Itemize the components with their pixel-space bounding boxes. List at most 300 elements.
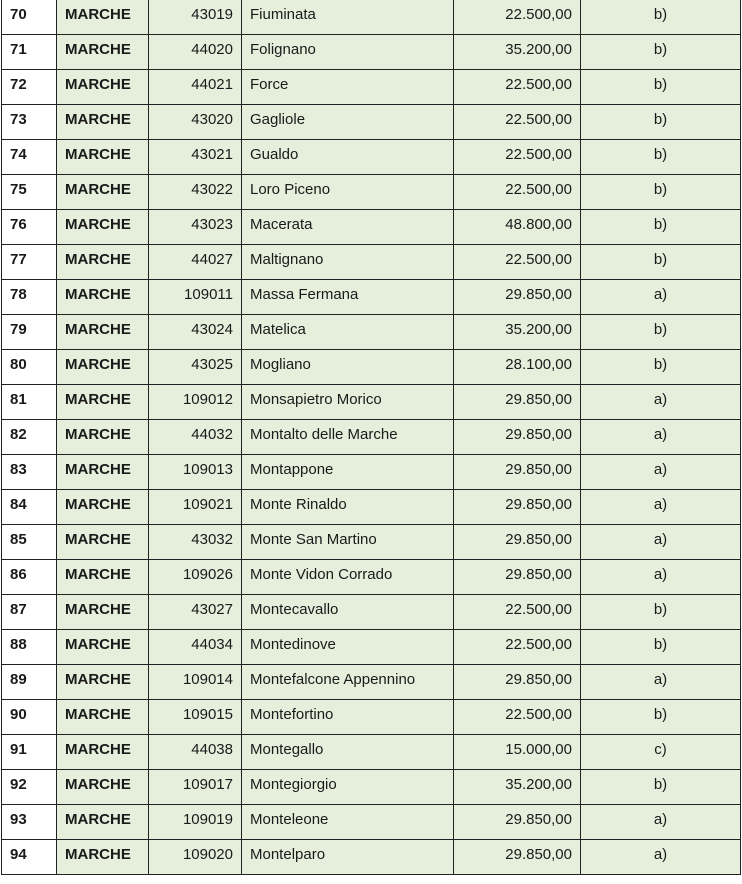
table-row xyxy=(2,490,741,525)
region-cell-text: MARCHE xyxy=(65,636,131,653)
code-cell-text: 109021 xyxy=(182,496,233,513)
category-cell xyxy=(581,560,741,595)
category-cell-text: b) xyxy=(653,321,668,338)
code-cell xyxy=(149,245,242,280)
amount-cell xyxy=(454,630,581,665)
row-number-text: 89 xyxy=(10,671,27,688)
municipality-name-cell-text: Montappone xyxy=(250,461,334,478)
amount-cell-text: 35.200,00 xyxy=(505,776,572,793)
code-cell-text: 43022 xyxy=(191,181,233,198)
table-row xyxy=(2,350,741,385)
amount-cell xyxy=(454,35,581,70)
municipality-name-cell-text: Maltignano xyxy=(250,251,324,268)
municipality-name-cell-text: Monte San Martino xyxy=(250,531,377,548)
code-cell-text: 109020 xyxy=(182,846,233,863)
code-cell xyxy=(149,630,242,665)
region-cell xyxy=(57,420,149,455)
municipality-name-cell-text: Montegiorgio xyxy=(250,776,337,793)
code-cell xyxy=(149,525,242,560)
municipality-name-cell-text: Gagliole xyxy=(250,111,306,128)
code-cell-text: 109011 xyxy=(184,286,233,303)
category-cell xyxy=(581,315,741,350)
row-number xyxy=(2,0,57,35)
municipality-name-cell-text: Gualdo xyxy=(250,146,299,163)
municipality-name-cell xyxy=(242,595,454,630)
row-number xyxy=(2,665,57,700)
category-cell xyxy=(581,70,741,105)
category-cell-text: a) xyxy=(653,391,668,408)
municipality-name-cell-text: Loro Piceno xyxy=(250,181,331,198)
amount-cell-text: 29.850,00 xyxy=(505,286,572,303)
region-cell xyxy=(57,665,149,700)
region-cell-text: MARCHE xyxy=(65,76,131,93)
amount-cell xyxy=(454,105,581,140)
amount-cell-text: 29.850,00 xyxy=(505,531,572,548)
amount-cell xyxy=(454,735,581,770)
table-row xyxy=(2,315,741,350)
amount-cell-text: 15.000,00 xyxy=(505,741,572,758)
table-row xyxy=(2,105,741,140)
category-cell-text: a) xyxy=(653,286,668,303)
municipality-name-cell xyxy=(242,560,454,595)
table-body xyxy=(2,0,741,875)
row-number-text: 90 xyxy=(10,706,27,723)
amount-cell xyxy=(454,175,581,210)
category-cell xyxy=(581,840,741,875)
table-row xyxy=(2,245,741,280)
table-row xyxy=(2,385,741,420)
region-cell-text: MARCHE xyxy=(65,391,131,408)
code-cell xyxy=(149,105,242,140)
region-cell-text: MARCHE xyxy=(65,41,131,58)
amount-cell-text: 22.500,00 xyxy=(505,111,572,128)
municipality-name-cell-text: Folignano xyxy=(250,41,316,58)
region-cell xyxy=(57,700,149,735)
code-cell xyxy=(149,175,242,210)
code-cell xyxy=(149,0,242,35)
code-cell-text: 44027 xyxy=(191,251,233,268)
table-row xyxy=(2,700,741,735)
code-cell xyxy=(149,595,242,630)
category-cell xyxy=(581,140,741,175)
category-cell-text: c) xyxy=(654,741,667,758)
region-cell-text: MARCHE xyxy=(65,496,131,513)
municipality-name-cell xyxy=(242,140,454,175)
row-number xyxy=(2,455,57,490)
code-cell xyxy=(149,315,242,350)
amount-cell-text: 22.500,00 xyxy=(505,706,572,723)
category-cell xyxy=(581,490,741,525)
code-cell xyxy=(149,735,242,770)
code-cell-text: 109026 xyxy=(182,566,233,583)
municipality-name-cell-text: Monte Vidon Corrado xyxy=(250,566,393,583)
municipality-name-cell xyxy=(242,245,454,280)
municipality-name-cell xyxy=(242,385,454,420)
row-number xyxy=(2,315,57,350)
amount-cell-text: 29.850,00 xyxy=(505,496,572,513)
code-cell-text: 43024 xyxy=(191,321,233,338)
municipality-name-cell xyxy=(242,735,454,770)
amount-cell-text: 22.500,00 xyxy=(505,636,572,653)
region-cell xyxy=(57,385,149,420)
table-row xyxy=(2,420,741,455)
amount-cell-text: 22.500,00 xyxy=(505,181,572,198)
municipality-name-cell-text: Montegallo xyxy=(250,741,324,758)
amount-cell xyxy=(454,280,581,315)
municipality-name-cell xyxy=(242,665,454,700)
row-number-text: 78 xyxy=(10,286,27,303)
row-number xyxy=(2,175,57,210)
code-cell-text: 43025 xyxy=(191,356,233,373)
municipality-name-cell xyxy=(242,280,454,315)
row-number-text: 75 xyxy=(10,181,27,198)
amount-cell-text: 29.850,00 xyxy=(505,391,572,408)
municipality-name-cell xyxy=(242,805,454,840)
row-number-text: 93 xyxy=(10,811,27,828)
municipality-name-cell xyxy=(242,315,454,350)
region-cell-text: MARCHE xyxy=(65,671,131,688)
code-cell-text: 44032 xyxy=(191,426,233,443)
region-cell-text: MARCHE xyxy=(65,426,131,443)
region-cell xyxy=(57,70,149,105)
amount-cell xyxy=(454,0,581,35)
municipality-name-cell xyxy=(242,35,454,70)
code-cell xyxy=(149,455,242,490)
amount-cell-text: 22.500,00 xyxy=(505,601,572,618)
row-number xyxy=(2,420,57,455)
region-cell xyxy=(57,805,149,840)
category-cell-text: b) xyxy=(653,41,668,58)
region-cell xyxy=(57,315,149,350)
region-cell-text: MARCHE xyxy=(65,741,131,758)
row-number-text: 77 xyxy=(10,251,27,268)
table-row xyxy=(2,175,741,210)
amount-cell-text: 29.850,00 xyxy=(505,461,572,478)
region-cell xyxy=(57,525,149,560)
category-cell-text: b) xyxy=(653,111,668,128)
category-cell-text: a) xyxy=(653,811,668,828)
category-cell xyxy=(581,630,741,665)
region-cell xyxy=(57,560,149,595)
municipality-name-cell xyxy=(242,455,454,490)
amount-cell-text: 22.500,00 xyxy=(505,251,572,268)
category-cell xyxy=(581,595,741,630)
category-cell xyxy=(581,770,741,805)
code-cell-text: 109013 xyxy=(182,461,233,478)
municipality-name-cell-text: Montecavallo xyxy=(250,601,339,618)
table-row xyxy=(2,665,741,700)
amount-cell xyxy=(454,455,581,490)
table-row xyxy=(2,140,741,175)
table-row xyxy=(2,840,741,875)
category-cell-text: a) xyxy=(653,496,668,513)
region-cell xyxy=(57,770,149,805)
category-cell xyxy=(581,385,741,420)
code-cell-text: 109015 xyxy=(182,706,233,723)
municipality-name-cell-text: Monte Rinaldo xyxy=(250,496,347,513)
municipality-name-cell-text: Macerata xyxy=(250,216,313,233)
region-cell-text: MARCHE xyxy=(65,321,131,338)
row-number-text: 76 xyxy=(10,216,27,233)
code-cell xyxy=(149,560,242,595)
category-cell-text: b) xyxy=(653,76,668,93)
amount-cell-text: 29.850,00 xyxy=(505,846,572,863)
municipality-name-cell xyxy=(242,210,454,245)
category-cell xyxy=(581,210,741,245)
row-number-text: 79 xyxy=(10,321,27,338)
code-cell-text: 43019 xyxy=(191,6,233,23)
municipality-name-cell-text: Montedinove xyxy=(250,636,336,653)
amount-cell xyxy=(454,770,581,805)
category-cell-text: b) xyxy=(653,6,668,23)
row-number xyxy=(2,525,57,560)
category-cell-text: a) xyxy=(653,566,668,583)
amount-cell-text: 48.800,00 xyxy=(505,216,572,233)
region-cell xyxy=(57,105,149,140)
row-number xyxy=(2,385,57,420)
municipality-name-cell xyxy=(242,420,454,455)
municipality-name-cell-text: Montalto delle Marche xyxy=(250,426,398,443)
row-number xyxy=(2,350,57,385)
table-row xyxy=(2,70,741,105)
row-number xyxy=(2,70,57,105)
amount-cell xyxy=(454,840,581,875)
row-number-text: 83 xyxy=(10,461,27,478)
amount-cell-text: 29.850,00 xyxy=(505,811,572,828)
row-number xyxy=(2,735,57,770)
code-cell xyxy=(149,490,242,525)
table-row xyxy=(2,770,741,805)
row-number-text: 86 xyxy=(10,566,27,583)
category-cell xyxy=(581,700,741,735)
municipality-name-cell-text: Massa Fermana xyxy=(250,286,359,303)
category-cell xyxy=(581,805,741,840)
row-number-text: 94 xyxy=(10,846,27,863)
row-number-text: 70 xyxy=(10,6,27,23)
table-row xyxy=(2,595,741,630)
region-cell xyxy=(57,350,149,385)
municipality-name-cell xyxy=(242,840,454,875)
region-cell-text: MARCHE xyxy=(65,216,131,233)
municipality-name-cell-text: Montefalcone Appennino xyxy=(250,671,416,688)
amount-cell xyxy=(454,665,581,700)
category-cell-text: b) xyxy=(653,776,668,793)
region-cell xyxy=(57,630,149,665)
region-cell xyxy=(57,595,149,630)
category-cell xyxy=(581,525,741,560)
row-number xyxy=(2,245,57,280)
code-cell xyxy=(149,805,242,840)
category-cell xyxy=(581,280,741,315)
code-cell-text: 109014 xyxy=(182,671,233,688)
table-row xyxy=(2,735,741,770)
region-cell xyxy=(57,175,149,210)
code-cell-text: 44034 xyxy=(191,636,233,653)
row-number-text: 85 xyxy=(10,531,27,548)
code-cell xyxy=(149,665,242,700)
municipality-name-cell xyxy=(242,70,454,105)
code-cell-text: 44038 xyxy=(191,741,233,758)
code-cell-text: 44021 xyxy=(191,76,233,93)
amount-cell-text: 35.200,00 xyxy=(505,41,572,58)
amount-cell-text: 22.500,00 xyxy=(505,76,572,93)
category-cell xyxy=(581,0,741,35)
municipality-name-cell xyxy=(242,700,454,735)
category-cell xyxy=(581,665,741,700)
municipality-name-cell xyxy=(242,175,454,210)
amount-cell xyxy=(454,595,581,630)
code-cell xyxy=(149,210,242,245)
region-cell-text: MARCHE xyxy=(65,566,131,583)
row-number-text: 91 xyxy=(10,741,27,758)
category-cell-text: b) xyxy=(653,706,668,723)
row-number xyxy=(2,630,57,665)
row-number-text: 74 xyxy=(10,146,27,163)
region-cell xyxy=(57,35,149,70)
row-number xyxy=(2,490,57,525)
region-cell xyxy=(57,0,149,35)
row-number-text: 84 xyxy=(10,496,27,513)
code-cell xyxy=(149,280,242,315)
category-cell-text: a) xyxy=(653,671,668,688)
category-cell-text: b) xyxy=(653,181,668,198)
region-cell-text: MARCHE xyxy=(65,6,131,23)
code-cell xyxy=(149,770,242,805)
municipality-name-cell xyxy=(242,770,454,805)
municipality-name-cell-text: Monteleone xyxy=(250,811,329,828)
row-number xyxy=(2,595,57,630)
category-cell-text: b) xyxy=(653,601,668,618)
code-cell-text: 109017 xyxy=(182,776,233,793)
code-cell xyxy=(149,35,242,70)
amount-cell xyxy=(454,315,581,350)
category-cell-text: b) xyxy=(653,216,668,233)
code-cell xyxy=(149,140,242,175)
row-number xyxy=(2,105,57,140)
row-number-text: 82 xyxy=(10,426,27,443)
row-number xyxy=(2,805,57,840)
amount-cell xyxy=(454,210,581,245)
table-row xyxy=(2,630,741,665)
municipality-name-cell-text: Fiuminata xyxy=(250,6,316,23)
row-number xyxy=(2,560,57,595)
municipality-name-cell xyxy=(242,350,454,385)
code-cell-text: 43023 xyxy=(191,216,233,233)
table-row xyxy=(2,0,741,35)
region-cell xyxy=(57,280,149,315)
category-cell xyxy=(581,735,741,770)
code-cell-text: 44020 xyxy=(191,41,233,58)
code-cell-text: 43027 xyxy=(191,601,233,618)
amount-cell xyxy=(454,420,581,455)
table-row xyxy=(2,280,741,315)
region-cell xyxy=(57,455,149,490)
code-cell xyxy=(149,840,242,875)
municipality-name-cell xyxy=(242,105,454,140)
category-cell xyxy=(581,35,741,70)
row-number xyxy=(2,35,57,70)
region-cell-text: MARCHE xyxy=(65,461,131,478)
region-cell-text: MARCHE xyxy=(65,111,131,128)
row-number-text: 88 xyxy=(10,636,27,653)
region-cell xyxy=(57,490,149,525)
category-cell xyxy=(581,175,741,210)
category-cell-text: b) xyxy=(653,636,668,653)
row-number xyxy=(2,280,57,315)
amount-cell xyxy=(454,385,581,420)
region-cell-text: MARCHE xyxy=(65,531,131,548)
table-row xyxy=(2,35,741,70)
code-cell-text: 43021 xyxy=(191,146,233,163)
row-number xyxy=(2,700,57,735)
region-cell xyxy=(57,840,149,875)
municipality-name-cell xyxy=(242,630,454,665)
region-cell xyxy=(57,210,149,245)
row-number-text: 81 xyxy=(10,391,27,408)
category-cell xyxy=(581,420,741,455)
row-number xyxy=(2,140,57,175)
amount-cell-text: 29.850,00 xyxy=(505,671,572,688)
municipality-name-cell-text: Montefortino xyxy=(250,706,334,723)
category-cell-text: b) xyxy=(653,146,668,163)
category-cell xyxy=(581,245,741,280)
code-cell-text: 109012 xyxy=(182,391,233,408)
amount-cell-text: 28.100,00 xyxy=(505,356,572,373)
category-cell-text: b) xyxy=(653,251,668,268)
amount-cell-text: 29.850,00 xyxy=(505,566,572,583)
region-cell-text: MARCHE xyxy=(65,286,131,303)
municipality-name-cell-text: Monsapietro Morico xyxy=(250,391,382,408)
municipality-name-cell-text: Mogliano xyxy=(250,356,311,373)
region-cell xyxy=(57,245,149,280)
table-row xyxy=(2,525,741,560)
municipality-table xyxy=(1,0,741,875)
code-cell xyxy=(149,385,242,420)
amount-cell-text: 22.500,00 xyxy=(505,146,572,163)
code-cell-text: 109019 xyxy=(182,811,233,828)
amount-cell xyxy=(454,245,581,280)
category-cell xyxy=(581,455,741,490)
code-cell xyxy=(149,350,242,385)
region-cell-text: MARCHE xyxy=(65,356,131,373)
region-cell-text: MARCHE xyxy=(65,251,131,268)
row-number-text: 80 xyxy=(10,356,27,373)
amount-cell xyxy=(454,490,581,525)
table-row xyxy=(2,210,741,245)
code-cell xyxy=(149,420,242,455)
code-cell xyxy=(149,700,242,735)
row-number-text: 73 xyxy=(10,111,27,128)
row-number-text: 71 xyxy=(10,41,27,58)
row-number xyxy=(2,210,57,245)
table-row xyxy=(2,560,741,595)
region-cell xyxy=(57,735,149,770)
category-cell-text: a) xyxy=(653,531,668,548)
code-cell xyxy=(149,70,242,105)
municipality-name-cell xyxy=(242,0,454,35)
region-cell-text: MARCHE xyxy=(65,601,131,618)
municipality-name-cell-text: Montelparo xyxy=(250,846,326,863)
row-number-text: 92 xyxy=(10,776,27,793)
region-cell-text: MARCHE xyxy=(65,181,131,198)
category-cell-text: a) xyxy=(653,846,668,863)
amount-cell-text: 29.850,00 xyxy=(505,426,572,443)
amount-cell-text: 35.200,00 xyxy=(505,321,572,338)
region-cell-text: MARCHE xyxy=(65,811,131,828)
row-number xyxy=(2,770,57,805)
row-number xyxy=(2,840,57,875)
municipality-name-cell xyxy=(242,490,454,525)
